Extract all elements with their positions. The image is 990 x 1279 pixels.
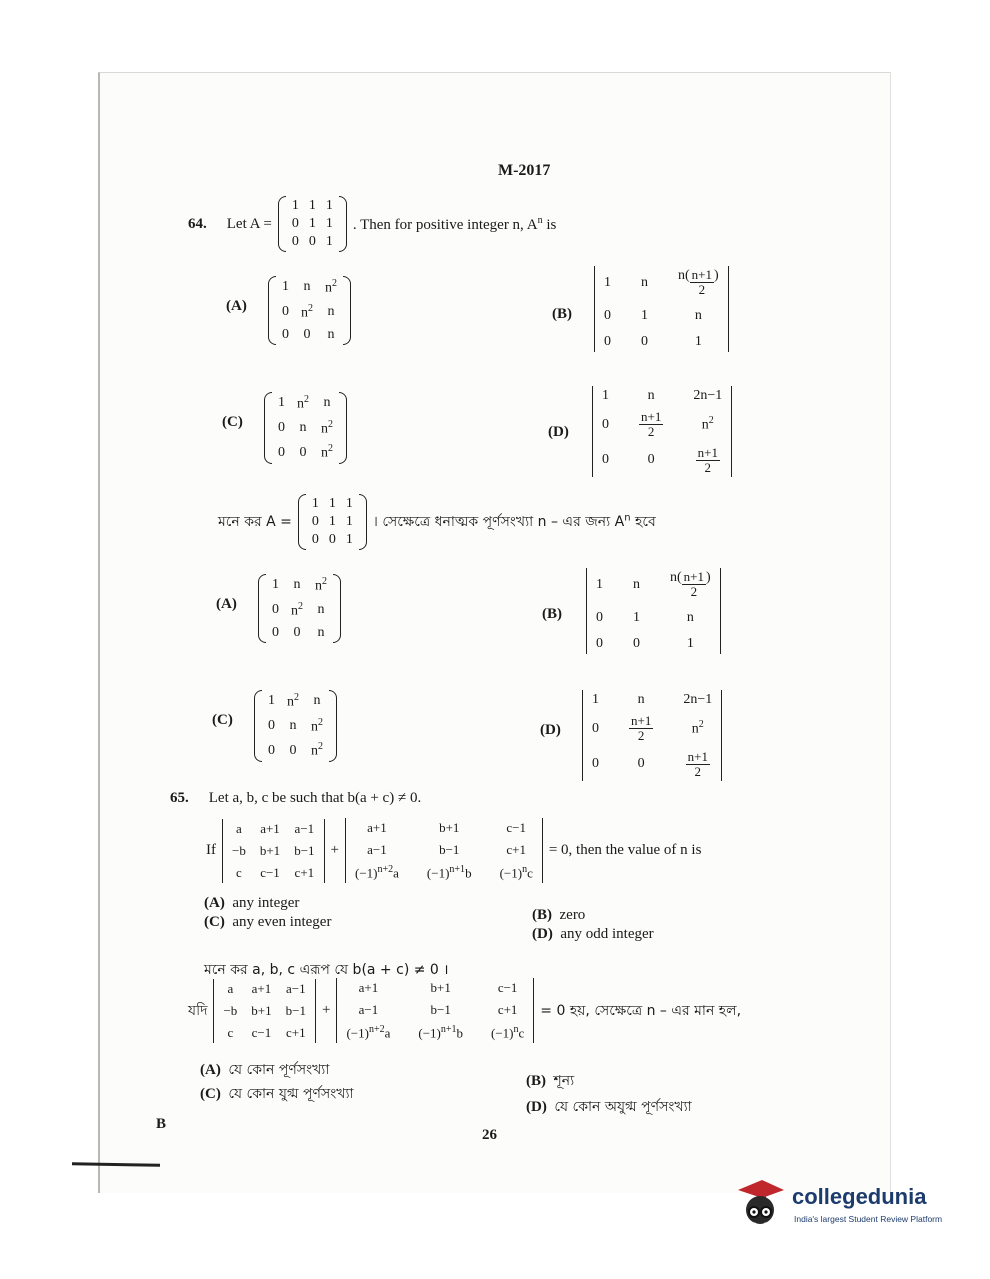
q65-options-left: (A) any integer (C) any even integer — [204, 895, 332, 930]
q64-number: 64. — [188, 215, 207, 232]
q65-determinant-equation: If a a+1 a−1 −b b+1 b−1 c c−1 c+1 + a+1 b+1 c−1 a−1 b−1 c+1 $(-1)^{n+2}a$ $(-1)^{n+1}b$ $(-1)^nc$ = 0, then the value of n is — [206, 818, 701, 883]
q64-bn-option-a-label: (A) — [216, 596, 237, 612]
q64-bn-option-c-label: (C) — [212, 712, 233, 728]
q64-bn-option-d-label: (D) — [540, 722, 561, 738]
q65-number: 65. — [170, 790, 189, 806]
q64-option-a-label: (A) — [226, 298, 247, 314]
q64-bn-option-b-matrix: 1 n n( $\frac{n+1}{2}$ ) 0 1 n 0 0 1 — [586, 568, 721, 654]
logo-tagline: India's largest Student Review Platform — [794, 1214, 943, 1224]
collegedunia-logo — [732, 1176, 962, 1236]
q65-bn-options-left: (A) যে কোন পূর্ণসংখ্যা (C) যে কোন যুগ্ম পূর্ণসংখ্যা — [200, 1062, 354, 1102]
q64-option-d-matrix: 1 n 2n−1 0 $\frac{n+1}{2}$ $n^2$ 0 0 $\frac{n+1}{2}$ — [592, 386, 732, 477]
q65-statement — [170, 790, 421, 807]
set-letter: B — [156, 1116, 167, 1132]
q65-lead: Let a, b, c be such that b(a + c) ≠ 0. — [208, 790, 422, 806]
q64-option-c-label: (C) — [222, 414, 243, 430]
matrix-a-bengali: 1 1 1 0 1 1 0 0 1 — [298, 494, 367, 550]
q65-options-right: (B) zero (D) any odd integer — [532, 907, 654, 942]
q64-bn-option-d-matrix: 1 n 2n−1 0 $\frac{n+1}{2}$ $n^2$ 0 0 $\frac{n+1}{2}$ — [582, 690, 722, 781]
q64-bn-option-b-label: (B) — [542, 606, 562, 622]
q64-option-b-label: (B) — [552, 306, 572, 322]
logo-brand: collegedunia — [792, 1184, 927, 1209]
q64-option-a-matrix: 1 n $n^2$ 0 $n^2$ n 0 0 n — [268, 276, 351, 345]
page-number: 26 — [482, 1127, 497, 1143]
q64-statement: 64. Let A = 1 1 1 0 1 1 0 0 1 . Then for positive integer n, $A^n$ is — [188, 196, 556, 252]
q64-option-b-matrix: 1 n n( $\frac{n+1}{2}$ ) 0 1 n 0 0 1 — [594, 266, 729, 352]
q65-bengali-lead: মনে কর a, b, c এরূপ যে b(a + c) ≠ 0 । — [204, 962, 449, 978]
q64-bn-option-a-matrix: 1 n $n^2$ 0 $n^2$ n 0 0 n — [258, 574, 341, 643]
q65-bn-options-right: (B) শূন্য (D) যে কোন অযুগ্ম পূর্ণসংখ্যা — [526, 1073, 692, 1115]
q64-lead: Let A = — [226, 215, 272, 232]
q64-bengali-statement: মনে কর A = 1 1 1 0 1 1 0 0 1 । সেক্ষেত্রে ধনাত্মক পূর্ণসংখ্যা n – এর জন্য $A^n$ হবে — [218, 494, 656, 550]
student-mascot-icon — [732, 1176, 788, 1236]
q64-option-c-matrix: 1 $n^2$ n 0 n $n^2$ 0 0 $n^2$ — [264, 392, 347, 464]
paper-code: M-2017 — [498, 162, 551, 179]
matrix-a: 1 1 1 0 1 1 0 0 1 — [278, 196, 347, 252]
q64-bn-option-c-matrix: 1 $n^2$ n 0 n $n^2$ 0 0 $n^2$ — [254, 690, 337, 762]
q65-bengali-equation: যদি a a+1 a−1 −b b+1 b−1 c c−1 c+1 + a+1 b+1 c−1 a−1 b−1 c+1 $(-1)^{n+2}a$ $(-1)^{n+1}b$ $(-1)^nc$ = 0 হয়, সেক্ষেত্রে n – এর মান হল, — [188, 978, 741, 1043]
q64-option-d-label: (D) — [548, 424, 569, 440]
